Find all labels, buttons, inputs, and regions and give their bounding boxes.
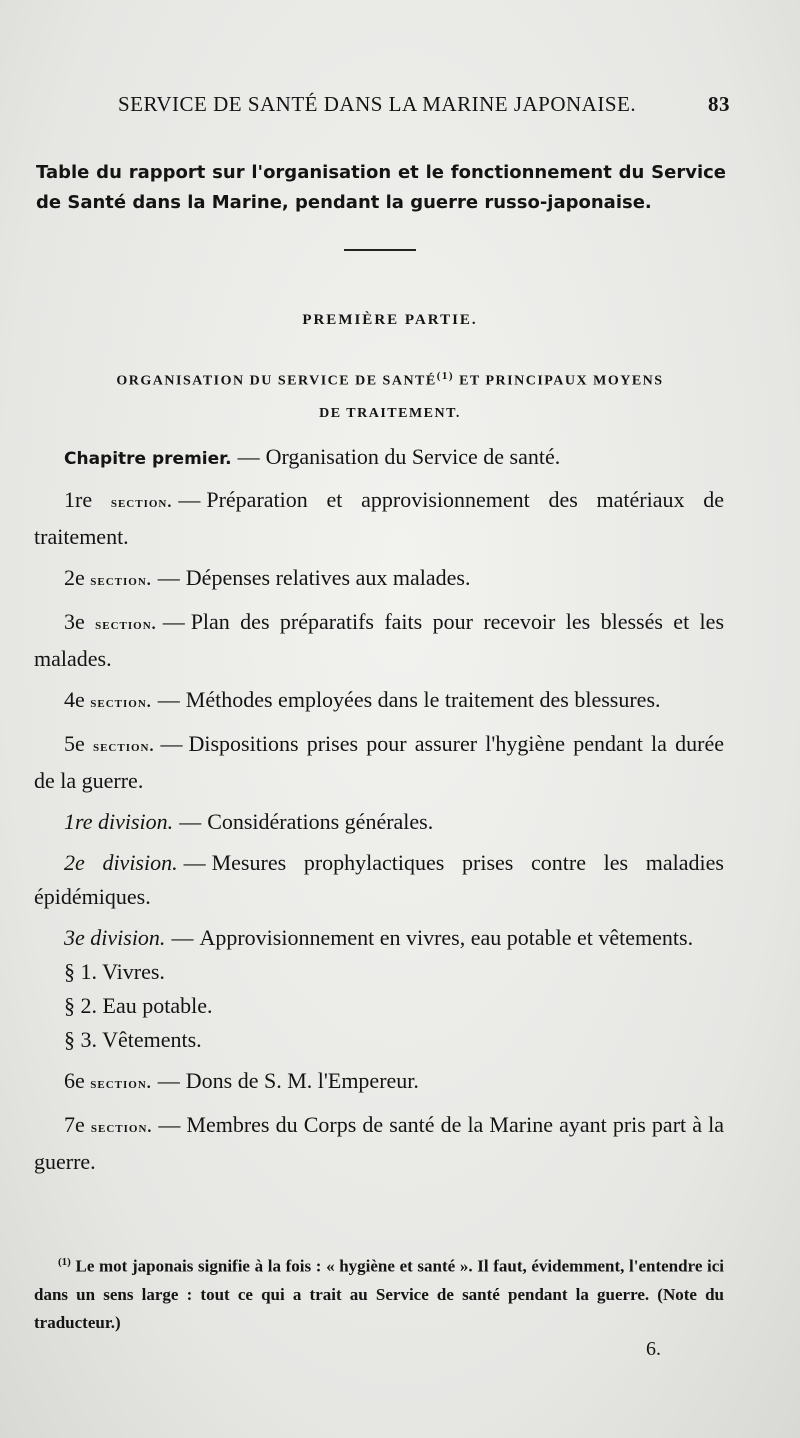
section-3-number: 3e: [64, 609, 85, 634]
footnote: [34, 1248, 724, 1337]
section-7-label: section.: [90, 1119, 153, 1136]
section-3-entry: [34, 605, 724, 676]
section-3-text: Plan des préparatifs faits pour recevoir les blessés et les malades.: [34, 609, 724, 671]
division-1-entry: [34, 805, 724, 839]
organisation-line-1-start: ORGANISATION DU SERVICE DE SANTÉ: [116, 373, 437, 389]
table-of-contents: [34, 440, 724, 1186]
section-7-entry: [34, 1108, 724, 1179]
section-3-label: section.: [95, 616, 157, 633]
organisation-line-1: [70, 360, 710, 398]
document-title: Table du rapport sur l'organisation et le fonctionnement du Service de Santé dans la Marine, pendant la guerre russo-japonaise.: [36, 162, 726, 213]
section-6-number: 6e: [64, 1068, 85, 1093]
section-2-number: 2e: [64, 565, 85, 590]
section-6-label: section.: [90, 1075, 152, 1092]
section-5-number: 5e: [64, 731, 85, 756]
section-1-label: section.: [110, 494, 173, 511]
signature-mark: 6.: [646, 1338, 661, 1360]
section-6-entry: [34, 1064, 724, 1101]
section-1-entry: [34, 483, 724, 554]
section-2-label: section.: [90, 572, 152, 589]
paragraph-3-entry: § 3. Vêtements.: [64, 1027, 202, 1052]
chapter-entry: [34, 440, 724, 476]
section-4-entry: [34, 683, 724, 720]
chapter-label: Chapitre premier.: [64, 449, 232, 469]
section-2-dash: —: [157, 565, 180, 590]
section-4-number: 4e: [64, 687, 85, 712]
section-6-dash: —: [157, 1068, 180, 1093]
section-2-entry: [34, 561, 724, 598]
section-5-label: section.: [92, 738, 155, 755]
section-3-dash: —: [162, 609, 185, 634]
division-3-entry: [34, 921, 724, 955]
section-1-text: Préparation et approvisionnement des matériaux de traitement.: [34, 487, 724, 549]
division-2-label: 2e division.: [64, 850, 178, 875]
organisation-heading: [70, 360, 710, 430]
division-3-text: Approvisionnement en vivres, eau potable et vêtements.: [199, 925, 694, 950]
division-1-text: Considérations générales.: [207, 809, 434, 834]
section-4-label: section.: [90, 694, 152, 711]
section-5-entry: [34, 727, 724, 798]
division-3-label: 3e division.: [64, 925, 166, 950]
page-number: 83: [708, 92, 730, 116]
organisation-line-1-end: ET PRINCIPAUX MOYENS: [454, 373, 664, 389]
organisation-line-2: DE TRAITEMENT.: [319, 405, 461, 421]
section-7-text: Membres du Corps de santé de la Marine ayant pris part à la guerre.: [34, 1112, 724, 1174]
footnote-text: Le mot japonais signifie à la fois : « hygiène et santé ». Il faut, évidemment, l'entendre ici dans un sens large : tout ce qui a trait au Service de santé pendant la guerre. (Note du traducteur.): [34, 1256, 725, 1332]
section-4-dash: —: [157, 687, 180, 712]
title-rule: [344, 249, 416, 251]
paragraph-2-entry: § 2. Eau potable.: [64, 993, 213, 1018]
section-7-dash: —: [158, 1112, 181, 1137]
section-6-text: Dons de S. M. l'Empereur.: [185, 1068, 419, 1093]
section-7-number: 7e: [64, 1112, 85, 1137]
running-title: SERVICE DE SANTÉ DANS LA MARINE JAPONAISE.: [118, 92, 637, 116]
chapter-dash: —: [237, 444, 260, 469]
division-1-label: 1re division.: [64, 809, 174, 834]
division-3-dash: —: [171, 925, 194, 950]
paragraph-1-entry: § 1. Vivres.: [64, 959, 165, 984]
section-1-number: 1re: [64, 487, 93, 512]
footnote-number: (1): [58, 1256, 71, 1268]
part-heading: PREMIÈRE PARTIE.: [302, 312, 478, 328]
section-1-dash: —: [178, 487, 201, 512]
division-2-text: Mesures prophylactiques prises contre les maladies épidémiques.: [34, 850, 724, 909]
section-5-text: Dispositions prises pour assurer l'hygiène pendant la durée de la guerre.: [34, 731, 724, 793]
division-2-entry: [34, 846, 724, 914]
footnote-ref-marker: (1): [436, 370, 455, 382]
section-5-dash: —: [160, 731, 183, 756]
section-4-text: Méthodes employées dans le traitement des blessures.: [185, 687, 661, 712]
division-2-dash: —: [183, 850, 206, 875]
section-2-text: Dépenses relatives aux malades.: [185, 565, 471, 590]
chapter-text: Organisation du Service de santé.: [265, 444, 561, 469]
division-1-dash: —: [179, 809, 202, 834]
